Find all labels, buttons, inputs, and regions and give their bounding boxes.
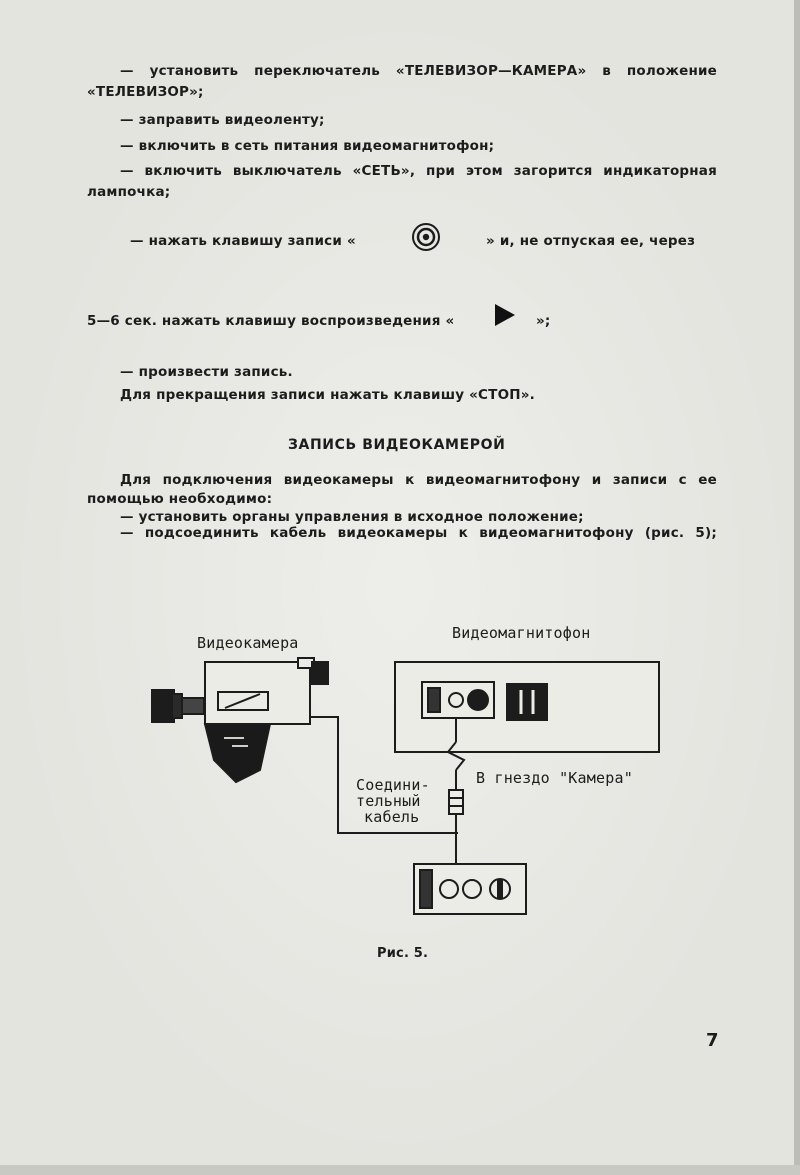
label-cable-2: тельный xyxy=(356,792,421,810)
step-1-line-1: — установить переключатель «ТЕЛЕВИЗОР—КАМЕРА» в положение xyxy=(120,63,717,79)
step-5-part-1: — нажать клавишу записи « xyxy=(130,233,356,249)
step-4-line-2: лампочка; xyxy=(87,184,171,200)
step-1-line-2: «ТЕЛЕВИЗОР»; xyxy=(87,84,204,100)
step-6: — произвести запись. xyxy=(120,364,293,380)
section-heading: ЗАПИСЬ ВИДЕОКАМЕРОЙ xyxy=(288,437,506,453)
figure-caption: Рис. 5. xyxy=(377,946,429,961)
label-cable-3: кабель xyxy=(364,808,420,826)
section-item-1: — установить органы управления в исходное положение; xyxy=(120,509,584,525)
page-number: 7 xyxy=(706,1030,719,1051)
section-intro-line-1: Для подключения видеокамеры к видеомагнитофону и записи с ее xyxy=(120,472,717,488)
step-2: — заправить видеоленту; xyxy=(120,112,325,128)
step-4-line-1: — включить выключатель «СЕТЬ», при этом загорится индикаторная xyxy=(120,163,717,179)
section-intro-line-2: помощью необходимо: xyxy=(87,491,273,507)
step-5-part-3: 5—6 сек. нажать клавишу воспроизведения « xyxy=(87,313,455,329)
label-cable-1: Соедини- xyxy=(356,776,430,794)
section-item-2: — подсоединить кабель видеокамеры к видеомагнитофону (рис. 5); xyxy=(120,525,717,541)
step-3: — включить в сеть питания видеомагнитофон; xyxy=(120,138,495,154)
label-recorder: Видеомагнитофон xyxy=(452,624,591,642)
step-5-part-2: » и, не отпуская ее, через xyxy=(486,233,696,249)
label-camera: Видеокамера xyxy=(197,634,299,652)
stop-note: Для прекращения записи нажать клавишу «СТОП». xyxy=(120,387,536,403)
step-5-part-4: »; xyxy=(536,313,551,329)
label-socket: В гнездо "Камера" xyxy=(476,769,633,787)
